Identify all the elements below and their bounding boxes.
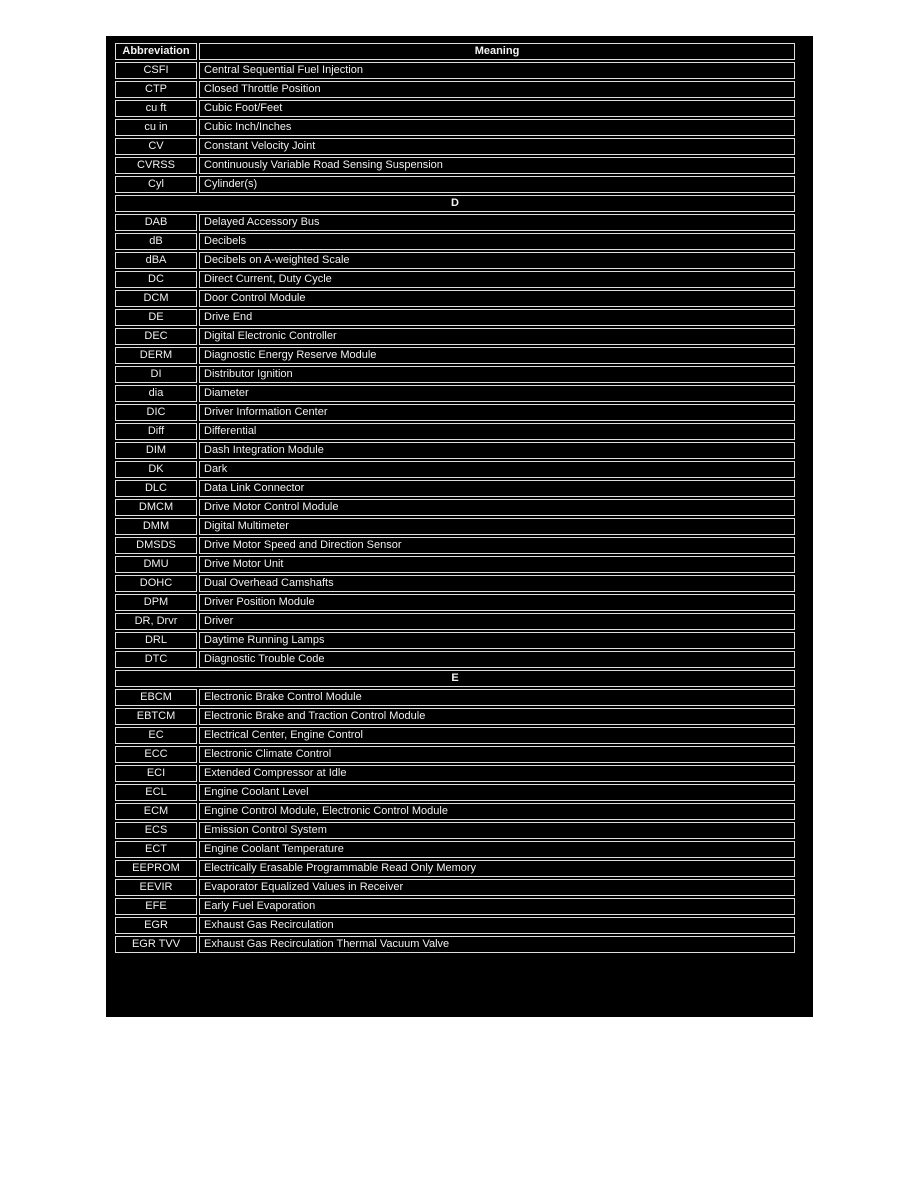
table-row (115, 575, 795, 592)
meaning-cell: Diagnostic Trouble Code (199, 651, 795, 668)
meaning-cell: Engine Coolant Temperature (199, 841, 795, 858)
abbreviation-cell: DIM (115, 442, 197, 459)
table-row (115, 442, 795, 459)
meaning-cell: Dark (199, 461, 795, 478)
meaning-cell: Evaporator Equalized Values in Receiver (199, 879, 795, 896)
abbreviation-cell: DTC (115, 651, 197, 668)
abbreviation-cell: CVRSS (115, 157, 197, 174)
abbreviation-cell: DK (115, 461, 197, 478)
table-row (115, 689, 795, 706)
table-row (115, 670, 795, 687)
table-row (115, 727, 795, 744)
abbreviation-cell: Cyl (115, 176, 197, 193)
meaning-cell: Exhaust Gas Recirculation Thermal Vacuum Valve (199, 936, 795, 953)
table-row (115, 366, 795, 383)
meaning-cell: Data Link Connector (199, 480, 795, 497)
abbreviation-cell: DIC (115, 404, 197, 421)
table-row (115, 461, 795, 478)
abbreviation-cell: ECS (115, 822, 197, 839)
table-row (115, 309, 795, 326)
meaning-cell: Dual Overhead Camshafts (199, 575, 795, 592)
section-letter-cell: D (115, 195, 795, 212)
section-letter-cell: E (115, 670, 795, 687)
meaning-cell: Digital Multimeter (199, 518, 795, 535)
abbreviation-cell: EGR TVV (115, 936, 197, 953)
abbreviation-cell: dia (115, 385, 197, 402)
meaning-cell: Extended Compressor at Idle (199, 765, 795, 782)
table-row (115, 176, 795, 193)
table-row (115, 423, 795, 440)
table-row (115, 936, 795, 953)
meaning-cell: Differential (199, 423, 795, 440)
abbreviation-cell: DI (115, 366, 197, 383)
meaning-cell: Early Fuel Evaporation (199, 898, 795, 915)
abbreviation-cell: DMM (115, 518, 197, 535)
meaning-cell: Engine Control Module, Electronic Control Module (199, 803, 795, 820)
abbreviation-cell: EEVIR (115, 879, 197, 896)
abbreviation-table-container (106, 36, 813, 1017)
abbreviation-cell: DMSDS (115, 537, 197, 554)
table-row (115, 556, 795, 573)
meaning-cell: Cubic Foot/Feet (199, 100, 795, 117)
table-row (115, 499, 795, 516)
meaning-cell: Electrical Center, Engine Control (199, 727, 795, 744)
abbreviation-cell: ECL (115, 784, 197, 801)
meaning-cell: Diagnostic Energy Reserve Module (199, 347, 795, 364)
table-row (115, 81, 795, 98)
table-row (115, 803, 795, 820)
meaning-cell: Dash Integration Module (199, 442, 795, 459)
abbreviation-cell: DEC (115, 328, 197, 345)
table-row (115, 480, 795, 497)
meaning-cell: Exhaust Gas Recirculation (199, 917, 795, 934)
meaning-cell: Emission Control System (199, 822, 795, 839)
table-row (115, 917, 795, 934)
abbreviation-cell: DR, Drvr (115, 613, 197, 630)
table-row (115, 841, 795, 858)
abbreviation-cell: cu in (115, 119, 197, 136)
meaning-cell: Engine Coolant Level (199, 784, 795, 801)
abbreviation-cell: Diff (115, 423, 197, 440)
abbreviation-cell: ECI (115, 765, 197, 782)
abbreviation-cell: EBTCM (115, 708, 197, 725)
table-row (115, 119, 795, 136)
meaning-cell: Drive Motor Unit (199, 556, 795, 573)
meaning-cell: Delayed Accessory Bus (199, 214, 795, 231)
meaning-cell: Continuously Variable Road Sensing Suspension (199, 157, 795, 174)
abbreviation-cell: CV (115, 138, 197, 155)
meaning-cell: Decibels (199, 233, 795, 250)
table-row (115, 879, 795, 896)
abbreviation-cell: CSFI (115, 62, 197, 79)
abbreviation-cell: DMU (115, 556, 197, 573)
table-row (115, 651, 795, 668)
table-row (115, 100, 795, 117)
table-row (115, 271, 795, 288)
meaning-cell: Central Sequential Fuel Injection (199, 62, 795, 79)
table-row (115, 290, 795, 307)
meaning-cell: Closed Throttle Position (199, 81, 795, 98)
abbreviation-cell: EBCM (115, 689, 197, 706)
abbreviation-cell: DLC (115, 480, 197, 497)
abbreviation-column-header: Abbreviation (115, 43, 197, 60)
abbreviation-cell: DRL (115, 632, 197, 649)
abbreviation-cell: DAB (115, 214, 197, 231)
abbreviation-cell: dBA (115, 252, 197, 269)
abbreviation-cell: ECM (115, 803, 197, 820)
abbreviation-cell: EGR (115, 917, 197, 934)
table-row (115, 708, 795, 725)
meaning-cell: Distributor Ignition (199, 366, 795, 383)
table-row (115, 157, 795, 174)
abbreviation-cell: DERM (115, 347, 197, 364)
abbreviation-cell: DOHC (115, 575, 197, 592)
table-row (115, 233, 795, 250)
meaning-cell: Driver Information Center (199, 404, 795, 421)
table-row (115, 328, 795, 345)
abbreviation-cell: CTP (115, 81, 197, 98)
table-row (115, 594, 795, 611)
abbreviation-cell: ECT (115, 841, 197, 858)
abbreviation-cell: DC (115, 271, 197, 288)
table-row (115, 765, 795, 782)
table-row (115, 518, 795, 535)
table-row (115, 347, 795, 364)
meaning-cell: Electronic Climate Control (199, 746, 795, 763)
abbreviation-cell: DPM (115, 594, 197, 611)
table-row (115, 746, 795, 763)
meaning-cell: Cubic Inch/Inches (199, 119, 795, 136)
meaning-cell: Drive Motor Speed and Direction Sensor (199, 537, 795, 554)
meaning-cell: Decibels on A-weighted Scale (199, 252, 795, 269)
table-row (115, 537, 795, 554)
meaning-cell: Electronic Brake Control Module (199, 689, 795, 706)
meaning-cell: Direct Current, Duty Cycle (199, 271, 795, 288)
meaning-cell: Electrically Erasable Programmable Read Only Memory (199, 860, 795, 877)
abbreviation-cell: DCM (115, 290, 197, 307)
table-row (115, 822, 795, 839)
table-row (115, 214, 795, 231)
abbreviation-cell: DMCM (115, 499, 197, 516)
abbreviation-table-body (115, 62, 795, 953)
table-row (115, 195, 795, 212)
meaning-cell: Constant Velocity Joint (199, 138, 795, 155)
abbreviation-cell: EFE (115, 898, 197, 915)
meaning-column-header: Meaning (199, 43, 795, 60)
abbreviation-cell: EC (115, 727, 197, 744)
table-row (115, 62, 795, 79)
meaning-cell: Driver Position Module (199, 594, 795, 611)
table-row (115, 632, 795, 649)
meaning-cell: Drive Motor Control Module (199, 499, 795, 516)
table-row (115, 898, 795, 915)
meaning-cell: Cylinder(s) (199, 176, 795, 193)
table-header-row (115, 43, 795, 60)
abbreviation-cell: DE (115, 309, 197, 326)
table-row (115, 404, 795, 421)
table-row (115, 385, 795, 402)
abbreviation-cell: dB (115, 233, 197, 250)
meaning-cell: Drive End (199, 309, 795, 326)
abbreviation-cell: EEPROM (115, 860, 197, 877)
abbreviation-table (113, 41, 797, 955)
meaning-cell: Digital Electronic Controller (199, 328, 795, 345)
meaning-cell: Electronic Brake and Traction Control Module (199, 708, 795, 725)
meaning-cell: Driver (199, 613, 795, 630)
abbreviation-cell: ECC (115, 746, 197, 763)
table-row (115, 613, 795, 630)
table-row (115, 784, 795, 801)
table-row (115, 860, 795, 877)
abbreviation-cell: cu ft (115, 100, 197, 117)
table-row (115, 252, 795, 269)
meaning-cell: Daytime Running Lamps (199, 632, 795, 649)
meaning-cell: Door Control Module (199, 290, 795, 307)
meaning-cell: Diameter (199, 385, 795, 402)
table-row (115, 138, 795, 155)
